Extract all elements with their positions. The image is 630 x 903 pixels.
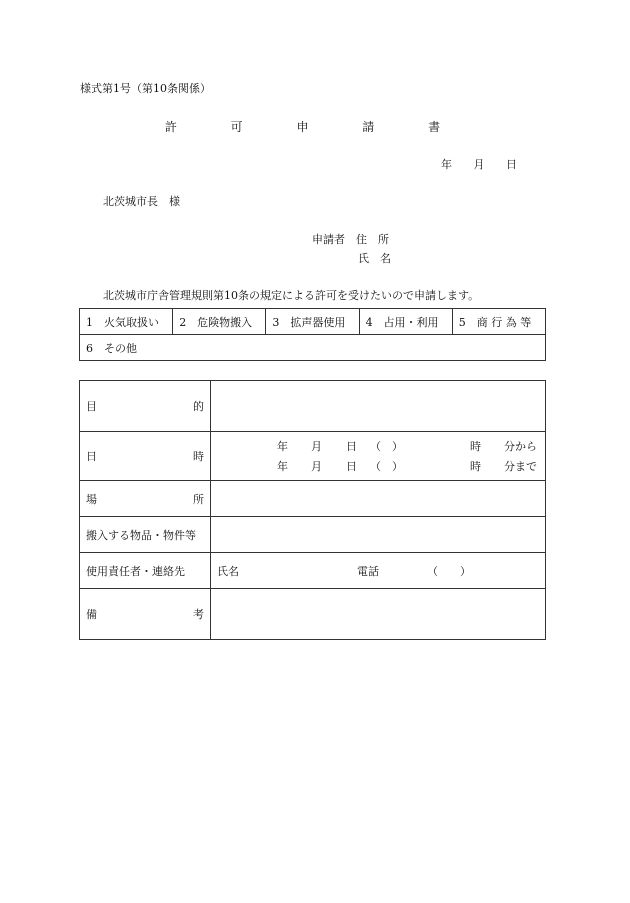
purpose-label: 目 的 <box>80 381 211 432</box>
items-field[interactable] <box>211 517 546 553</box>
datetime-until-line: 年 月 日 （ ） 時 分まで <box>277 460 537 473</box>
place-label: 場 所 <box>80 481 211 517</box>
purpose-field[interactable] <box>211 381 546 432</box>
category-other[interactable]: 6 その他 <box>80 335 546 361</box>
responsible-field[interactable] <box>211 553 546 589</box>
phone-paren: （ ） <box>427 564 471 578</box>
category-table <box>79 308 546 361</box>
category-commerce[interactable]: 5 商 行 為 等 <box>452 309 545 335</box>
addressee: 北茨城市長 様 <box>103 195 180 208</box>
responsible-name-label: 氏名 <box>217 564 239 578</box>
items-label: 搬入する物品・物件等 <box>80 517 211 553</box>
datetime-label: 日 時 <box>80 432 211 481</box>
application-statement: 北茨城市庁舎管理規則第10条の規定による許可を受けたいので申請します。 <box>103 289 480 302</box>
remarks-field[interactable] <box>211 589 546 640</box>
category-loudspeaker[interactable]: 3 拡声器使用 <box>266 309 359 335</box>
phone-label: 電話 <box>357 564 379 578</box>
datetime-field[interactable] <box>211 432 546 481</box>
applicant-address-label: 申請者 住 所 <box>312 233 389 246</box>
document-title: 許 可 申 請 書 <box>164 120 466 134</box>
category-hazardous[interactable]: 2 危険物搬入 <box>173 309 266 335</box>
responsible-label: 使用責任者・連絡先 <box>80 553 211 589</box>
category-occupancy[interactable]: 4 占用・利用 <box>359 309 452 335</box>
form-number-label: 様式第1号（第10条関係） <box>80 82 211 95</box>
application-date: 年 月 日 <box>441 158 517 171</box>
place-field[interactable] <box>211 481 546 517</box>
applicant-block <box>312 231 391 265</box>
category-fire[interactable]: 1 火気取扱い <box>80 309 173 335</box>
applicant-name-label: 氏 名 <box>358 252 391 265</box>
application-details-table <box>79 380 546 640</box>
datetime-from-line: 年 月 日 （ ） 時 分から <box>277 440 537 453</box>
remarks-label: 備 考 <box>80 589 211 640</box>
